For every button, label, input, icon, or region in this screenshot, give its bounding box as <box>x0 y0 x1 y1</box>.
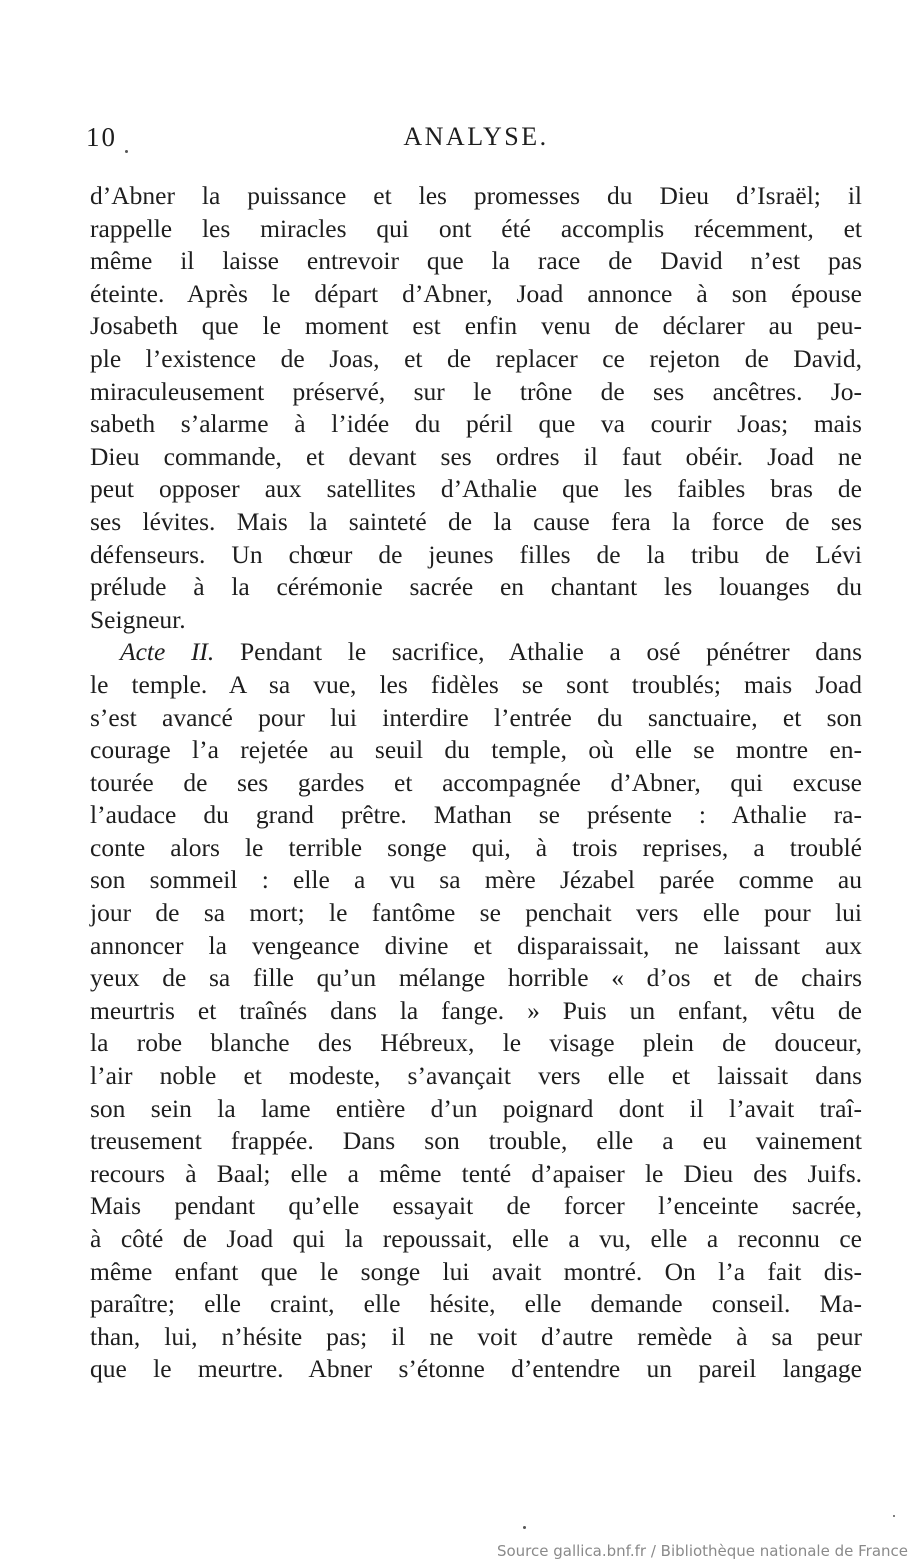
text-line: than, lui, n’hésite pas; il ne voit d’autre remède à sa peur <box>90 1321 862 1351</box>
source-attribution: Source gallica.bnf.fr / Bibliothèque nationale de France <box>496 1542 908 1560</box>
running-title: ANALYSE. <box>403 122 549 151</box>
text-line: même enfant que le songe lui avait montré. On l’a fait dis- <box>90 1256 862 1286</box>
text-line: recours à Baal; elle a même tenté d’apaiser le Dieu des Juifs. <box>90 1158 862 1188</box>
text-line: treusement frappée. Dans son trouble, elle a eu vainement <box>90 1126 862 1156</box>
text-line: Josabeth que le moment est enfin venu de déclarer au peu- <box>90 311 862 341</box>
text-line: Mais pendant qu’elle essayait de forcer l’enceinte sacrée, <box>90 1191 862 1221</box>
text-line: miraculeusement préservé, sur le trône de ses ancêtres. Jo- <box>90 376 862 406</box>
text-line: Dieu commande, et devant ses ordres il faut obéir. Joad ne <box>90 441 862 471</box>
text-line: son sommeil : elle a vu sa mère Jézabel parée comme au <box>90 865 862 895</box>
text-line: à côté de Joad qui la repoussait, elle a vu, elle a reconnu ce <box>90 1224 862 1253</box>
text-line: meurtris et traînés dans la fange. » Puis un enfant, vêtu de <box>90 995 862 1025</box>
text-line: jour de sa mort; le fantôme se penchait vers elle pour lui <box>90 898 862 928</box>
text-line: défenseurs. Un chœur de jeunes filles de la tribu de Lévi <box>90 539 862 569</box>
text-line: ses lévites. Mais la sainteté de la cause fera la force de ses <box>90 506 862 536</box>
print-speck <box>893 1515 895 1517</box>
text-line: Seigneur. <box>90 604 186 634</box>
text-line: la robe blanche des Hébreux, le visage plein de douceur, <box>90 1028 862 1058</box>
text-line: l’audace du grand prêtre. Mathan se présente : Athalie ra- <box>90 800 862 830</box>
text-line: s’est avancé pour lui interdire l’entrée du sanctuaire, et son <box>90 702 862 732</box>
text-line: d’Abner la puissance et les promesses du Dieu d’Israël; il <box>90 181 862 210</box>
text-line: yeux de sa fille qu’un mélange horrible « d’os et de chairs <box>90 963 862 993</box>
text-line: prélude à la cérémonie sacrée en chantant les louanges du <box>90 572 862 602</box>
text-line: rappelle les miracles qui ont été accomplis récemment, et <box>90 213 862 243</box>
text-line: tourée de ses gardes et accompagnée d’Abner, qui excuse <box>90 767 862 797</box>
paragraph-1 <box>90 180 862 636</box>
text-line: annoncer la vengeance divine et disparaissait, ne laissant aux <box>90 930 862 960</box>
text-line: paraître; elle craint, elle hésite, elle demande conseil. Ma- <box>90 1289 862 1319</box>
page-number: 10 <box>86 122 117 152</box>
print-speck <box>523 1526 526 1529</box>
text-line: conte alors le terrible songe qui, à trois reprises, a troublé <box>90 832 862 862</box>
text-line-first <box>90 636 862 669</box>
text-line: ple l’existence de Joas, et de replacer ce rejeton de David, <box>90 343 862 373</box>
text-line: l’air noble et modeste, s’avançait vers elle et laissait dans <box>90 1061 862 1091</box>
act-label: Acte II. <box>120 637 215 667</box>
text-line: même il laisse entrevoir que la race de David n’est pas <box>90 246 862 276</box>
text-line: son sein la lame entière d’un poignard dont il l’avait traî- <box>90 1093 862 1123</box>
text-run: Pendant le sacrifice, Athalie a osé pénétrer dans <box>214 637 862 667</box>
page-header <box>86 122 866 162</box>
paragraph-2 <box>90 636 862 1386</box>
text-line: courage l’a rejetée au seuil du temple, où elle se montre en- <box>90 735 862 765</box>
print-speck <box>125 150 128 153</box>
text-line: éteinte. Après le départ d’Abner, Joad annonce à son épouse <box>90 278 862 308</box>
text-line: que le meurtre. Abner s’étonne d’entendre un pareil langage <box>90 1354 862 1384</box>
text-line: peut opposer aux satellites d’Athalie que les faibles bras de <box>90 474 862 504</box>
body-text <box>90 180 862 1386</box>
text-line: le temple. A sa vue, les fidèles se sont troublés; mais Joad <box>90 669 862 699</box>
text-line: sabeth s’alarme à l’idée du péril que va courir Joas; mais <box>90 409 862 439</box>
